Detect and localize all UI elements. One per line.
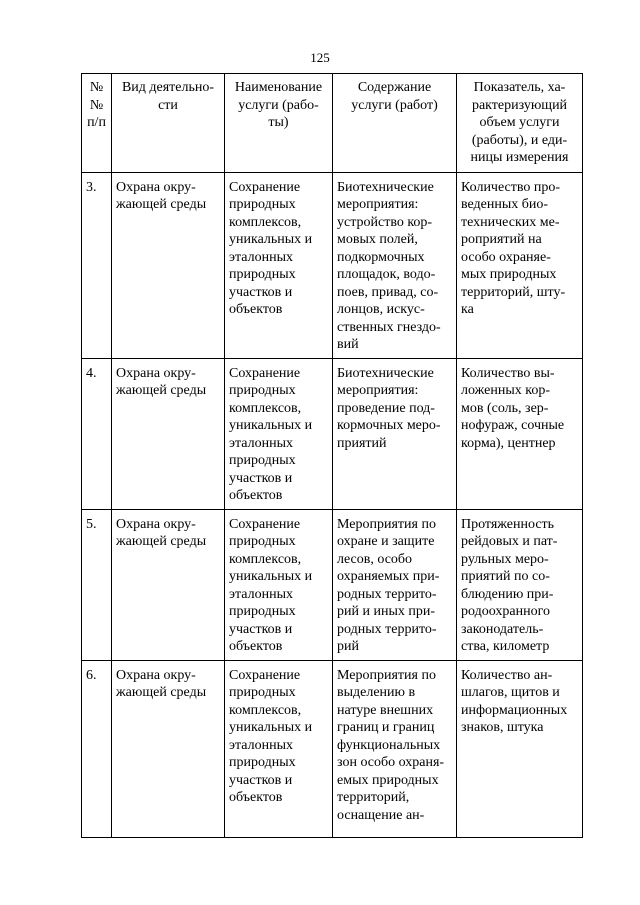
header-service: Наименование услуги (рабо- ты)	[225, 74, 333, 173]
table-row	[82, 660, 583, 837]
services-table	[81, 73, 583, 838]
indicator-cell: Количество ан- шлагов, щитов и информационных знаков, штука	[457, 660, 583, 837]
indicator-cell: Протяженность рейдовых и пат- рульных меро- приятий по со- блюдению при- родоохранного законодатель- ства, километр	[457, 509, 583, 660]
content-cell: Мероприятия по охране и защите лесов, особо охраняемых при- родных террито- рий и иных при- родных террито- рий	[333, 509, 457, 660]
row-number: 3.	[82, 172, 112, 358]
service-cell: Сохранение природных комплексов, уникальных и эталонных природных участков и объектов	[225, 509, 333, 660]
activity-cell: Охрана окру- жающей среды	[112, 660, 225, 837]
indicator-cell: Количество вы- ложенных кор- мов (соль, зер- нофураж, сочные корма), центнер	[457, 358, 583, 509]
row-number: 4.	[82, 358, 112, 509]
service-cell: Сохранение природных комплексов, уникальных и эталонных природных участков и объектов	[225, 172, 333, 358]
table-row	[82, 358, 583, 509]
table-header-row	[82, 74, 583, 173]
header-number: № № п/п	[82, 74, 112, 173]
row-number: 5.	[82, 509, 112, 660]
content-cell: Биотехнические мероприятия: проведение под- кормочных меро- приятий	[333, 358, 457, 509]
header-activity: Вид деятельно- сти	[112, 74, 225, 173]
content-cell: Биотехнические мероприятия: устройство кор- мовых полей, подкормочных площадок, водо- поев, привад, со- лонцов, искус- ственных гнездо- вий	[333, 172, 457, 358]
service-cell: Сохранение природных комплексов, уникальных и эталонных природных участков и объектов	[225, 358, 333, 509]
activity-cell: Охрана окру- жающей среды	[112, 358, 225, 509]
header-content: Содержание услуги (работ)	[333, 74, 457, 173]
row-number: 6.	[82, 660, 112, 837]
table-row	[82, 172, 583, 358]
activity-cell: Охрана окру- жающей среды	[112, 172, 225, 358]
page-number: 125	[310, 50, 330, 65]
header-indicator: Показатель, ха- рактеризующий объем услуги (работы), и еди- ницы измерения	[457, 74, 583, 173]
table-row	[82, 509, 583, 660]
indicator-cell: Количество про- веденных био- технических ме- роприятий на особо охраняе- мых природных территорий, шту- ка	[457, 172, 583, 358]
content-cell: Мероприятия по выделению в натуре внешних границ и границ функциональных зон особо охраня- емых природных территорий, оснащение ан-	[333, 660, 457, 837]
activity-cell: Охрана окру- жающей среды	[112, 509, 225, 660]
service-cell: Сохранение природных комплексов, уникальных и эталонных природных участков и объектов	[225, 660, 333, 837]
